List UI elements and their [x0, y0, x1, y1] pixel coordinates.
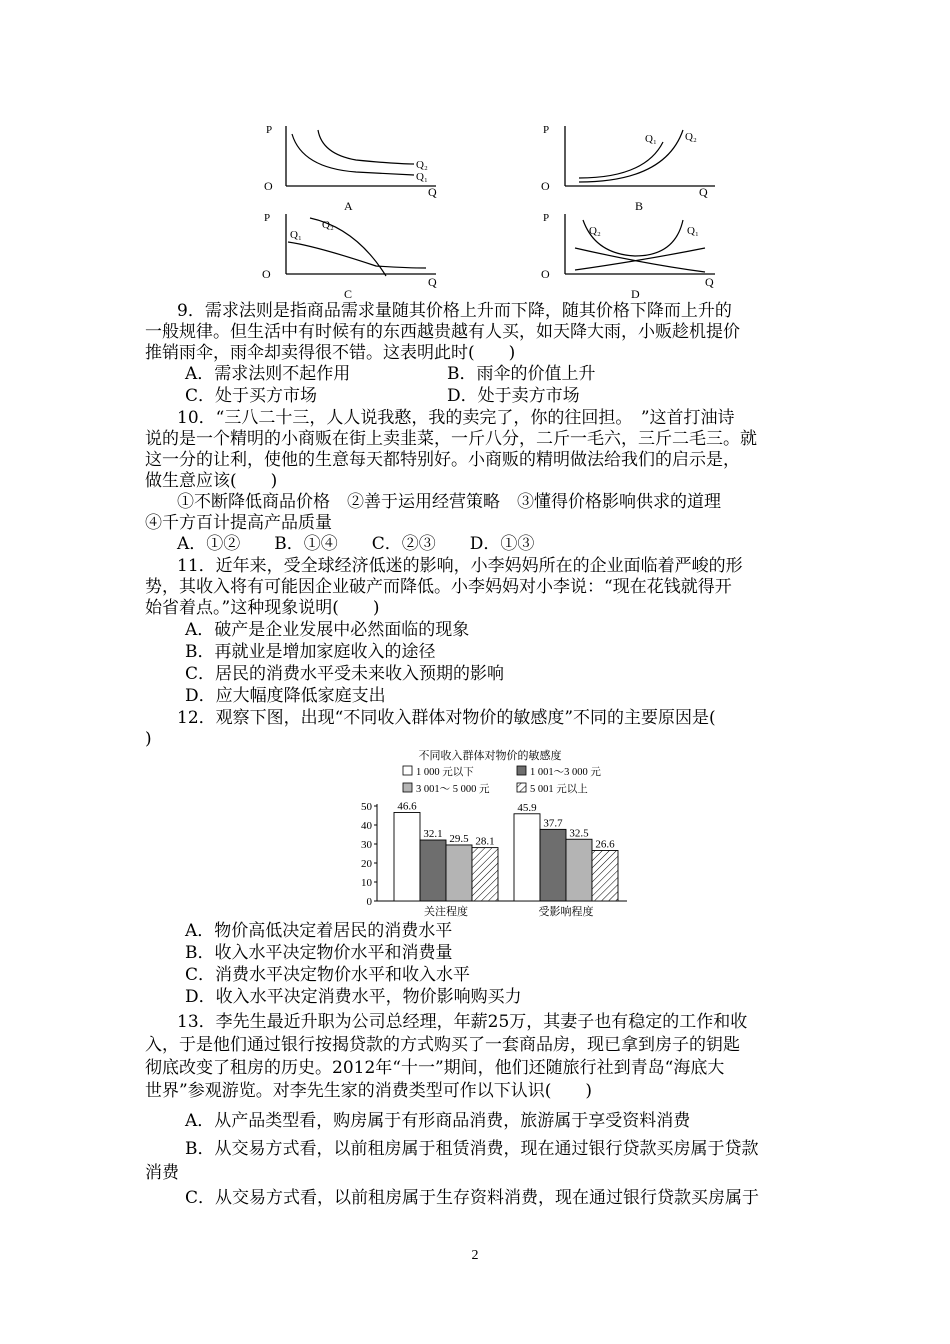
y-tick-label: 10	[361, 877, 372, 889]
bar-value-label: 37.7	[543, 817, 563, 830]
legend-label: 3 001～ 5 000 元	[416, 784, 490, 795]
legend-swatch	[517, 766, 526, 775]
q9-option-a: A．需求法则不起作用	[185, 364, 351, 384]
legend-swatch	[403, 783, 412, 792]
q12-line1: 12．观察下图，出现“不同收入群体对物价的敏感度”不同的主要原因是(	[177, 708, 716, 728]
q9-line1: 9．需求法则是指商品需求量随其价格上升而下降，随其价格下降而上升的	[177, 301, 732, 321]
origin-label: O	[262, 267, 271, 281]
q12-option-d: D．收入水平决定消费水平，物价影响购买力	[185, 987, 522, 1007]
y-tick-label: 40	[361, 820, 372, 832]
demand-graph-b	[535, 120, 725, 212]
q10-line4: 做生意应该( )	[145, 471, 278, 491]
legend-label: 1 000 元以下	[416, 767, 474, 778]
axis-q-label: Q	[428, 185, 437, 199]
chart-bar	[394, 812, 420, 901]
origin-label: O	[264, 179, 273, 193]
axis-p-label: P	[543, 212, 550, 224]
chart-bar	[514, 814, 540, 901]
bar-value-label: 46.6	[397, 800, 417, 813]
q13-option-c: C．从交易方式看，以前租房属于生存资料消费，现在通过银行贷款买房属于	[185, 1188, 760, 1208]
chart-bar	[446, 845, 472, 901]
chart-plot-area	[361, 800, 627, 918]
origin-label: O	[541, 179, 550, 193]
category-label: 关注程度	[424, 906, 468, 918]
axis-q-label: Q	[705, 275, 714, 289]
bar-value-label: 45.9	[517, 801, 537, 814]
origin-label: O	[541, 267, 550, 281]
q13-option-b-line1: B．从交易方式看，以前租房属于租赁消费，现在通过银行贷款买房属于贷款	[185, 1139, 759, 1159]
category-label: 受影响程度	[538, 906, 594, 918]
q11-option-d: D．应大幅度降低家庭支出	[185, 686, 386, 706]
q11-line1: 11．近年来，受全球经济低迷的影响，小李妈妈所在的企业面临着严峻的形	[177, 556, 743, 576]
y-tick-label: 50	[361, 801, 372, 813]
chart-legend	[403, 766, 601, 795]
q9-line3: 推销雨伞，雨伞却卖得很不错。这表明此时( )	[145, 343, 516, 363]
curve-label-q1: Q₁	[416, 171, 428, 183]
curve-label-q1: Q₁	[687, 225, 699, 237]
graph-label-d: D	[631, 287, 640, 300]
chart-title: 不同收入群体对物价的敏感度	[418, 750, 562, 762]
demand-graph-c	[256, 208, 446, 300]
chart-bar	[540, 829, 566, 901]
q12-option-a: A．物价高低决定着居民的消费水平	[185, 921, 453, 941]
bar-value-label: 28.1	[475, 835, 495, 848]
q11-option-b: B．再就业是增加家庭收入的途径	[185, 642, 436, 662]
chart-bar	[472, 848, 498, 901]
bar-value-label: 32.1	[423, 828, 443, 841]
q10-line2: 说的是一个精明的小商贩在街上卖韭菜，一斤八分，二斤一毛六，三斤二毛三。就	[145, 429, 757, 449]
curve-label-q2: Q₂	[685, 131, 697, 143]
q9-option-b: B．雨伞的价值上升	[447, 364, 596, 384]
q12-option-c: C．消费水平决定物价水平和收入水平	[185, 965, 471, 985]
chart-bar	[566, 839, 592, 901]
q10-line3: 这一分的让利，使他的生意每天都特别好。小商贩的精明做法给我们的启示是，	[145, 450, 740, 470]
curve-label-q1: Q₁	[290, 229, 302, 241]
legend-label: 5 001 元以上	[530, 784, 588, 795]
q10-line1: 10．“三八二十三，人人说我憨，我的卖完了，你的往回担。 ”这首打油诗	[177, 408, 735, 428]
demand-graph-d	[535, 208, 725, 300]
chart-bar	[420, 840, 446, 901]
q13-option-b-line2: 消费	[145, 1163, 179, 1183]
axis-q-label: Q	[699, 185, 708, 199]
y-tick-label: 20	[361, 858, 372, 870]
y-tick-label: 30	[361, 839, 372, 851]
graph-label-b: B	[635, 199, 644, 212]
bar-value-label: 32.5	[569, 827, 589, 840]
axis-p-label: P	[264, 212, 271, 224]
q11-line3: 始省着点。”这种现象说明( )	[145, 598, 380, 618]
chart-bar	[592, 850, 618, 901]
q11-line2: 势，其收入将有可能因企业破产而降低。小李妈妈对小李说：“现在花钱就得开	[145, 577, 732, 597]
q13-line3: 彻底改变了租房的历史。2012年“十一”期间，他们还随旅行社到青岛“海底大	[145, 1058, 725, 1078]
q13-line4: 世界”参观游览。对李先生家的消费类型可作以下认识( )	[145, 1081, 592, 1101]
q13-line1: 13．李先生最近升职为公司总经理，年薪25万，其妻子也有稳定的工作和收	[177, 1012, 748, 1032]
q12-line2: )	[145, 729, 152, 749]
q11-option-a: A．破产是企业发展中必然面临的现象	[185, 620, 470, 640]
q9-option-c: C．处于买方市场	[185, 386, 318, 406]
price-sensitivity-chart	[355, 744, 635, 920]
legend-swatch	[517, 783, 526, 792]
q10-items-1: ①不断降低商品价格 ②善于运用经营策略 ③懂得价格影响供求的道理	[177, 492, 721, 512]
curve-label-q2: Q₂	[322, 219, 334, 231]
q12-option-b: B．收入水平决定物价水平和消费量	[185, 943, 453, 963]
q10-options: A．①② B．①④ C．②③ D．①③	[177, 534, 535, 554]
y-tick-label: 0	[366, 896, 372, 908]
axis-p-label: P	[543, 124, 550, 136]
curve-label-q2: Q₂	[589, 225, 601, 237]
q11-option-c: C．居民的消费水平受未来收入预期的影响	[185, 664, 505, 684]
q9-line2: 一般规律。但生活中有时候有的东西越贵越有人买，如天降大雨，小贩趁机提价	[145, 322, 740, 342]
bar-value-label: 29.5	[449, 832, 469, 845]
curve-label-q2: Q₂	[416, 159, 428, 171]
axis-p-label: P	[266, 124, 273, 136]
q13-line2: 入，于是他们通过银行按揭贷款的方式购买了一套商品房，现已拿到房子的钥匙	[145, 1035, 740, 1055]
q9-option-d: D．处于卖方市场	[447, 386, 580, 406]
legend-swatch	[403, 766, 412, 775]
q10-items-2: ④千方百计提高产品质量	[145, 513, 332, 533]
legend-label: 1 001～3 000 元	[530, 767, 601, 778]
q13-option-a: A．从产品类型看，购房属于有形商品消费，旅游属于享受资料消费	[185, 1111, 691, 1131]
demand-graph-a	[256, 120, 446, 212]
curve-label-q1: Q₁	[645, 133, 657, 145]
graph-label-a: A	[344, 199, 353, 212]
axis-q-label: Q	[428, 275, 437, 289]
graph-label-c: C	[344, 287, 353, 300]
page-number: 2	[471, 1248, 479, 1263]
bar-value-label: 26.6	[595, 838, 615, 851]
